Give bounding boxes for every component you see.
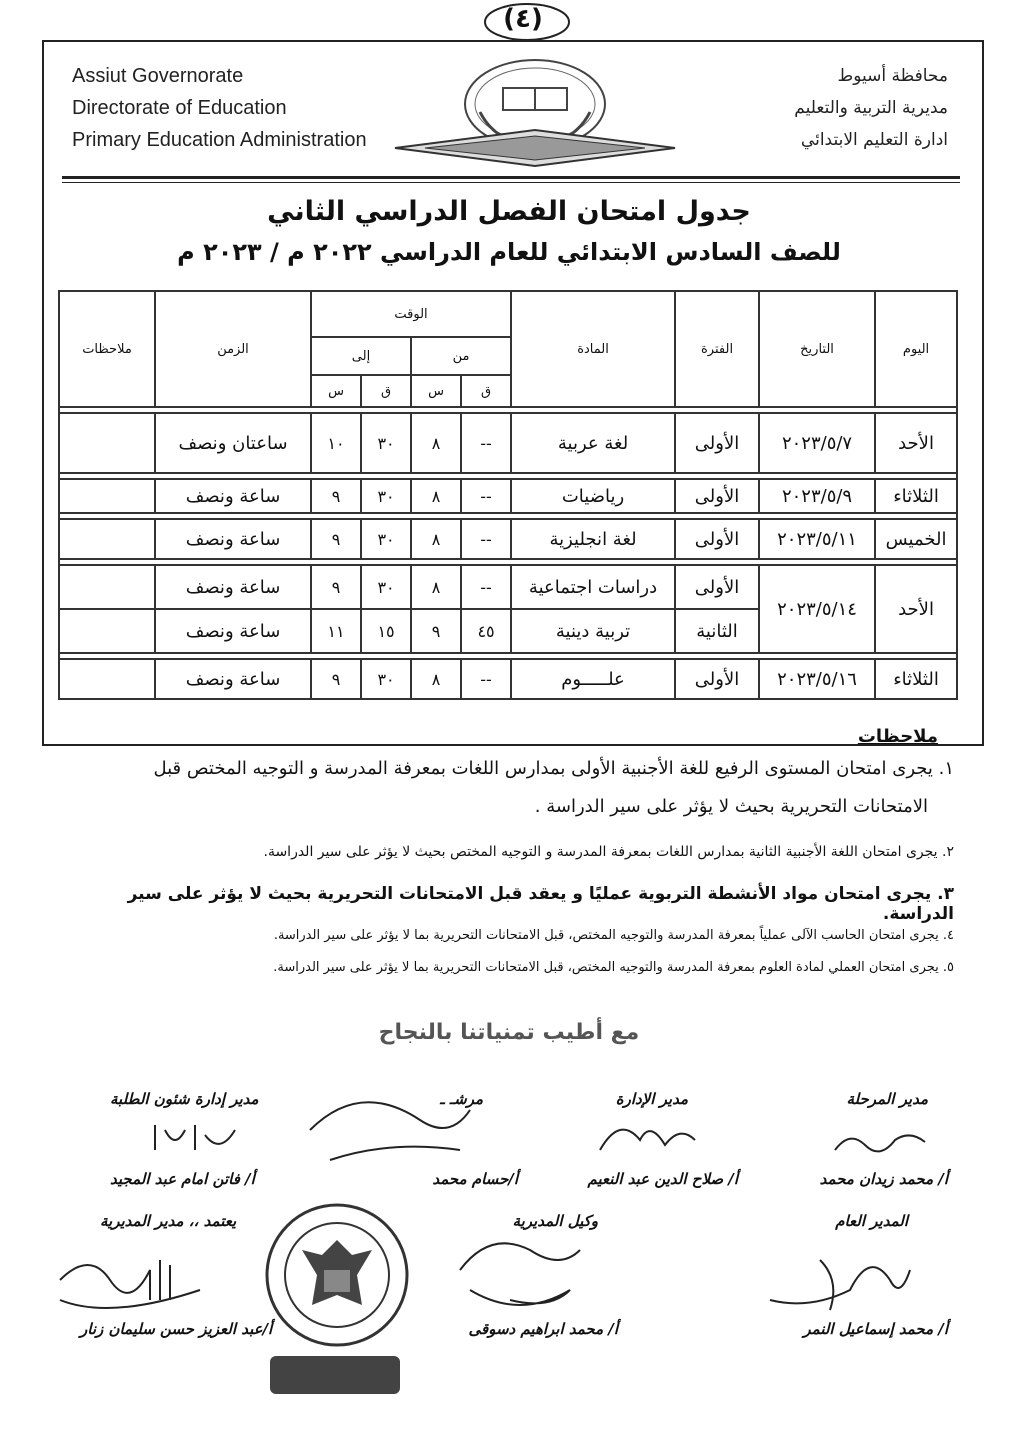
- signature-name-directorate-director: أ/عبد العزيز حسن سليمان زنار: [80, 1320, 273, 1338]
- cell-to-min: ٣٠: [361, 413, 411, 473]
- cell-date: ٢٠٢٣/٥/١٤: [759, 565, 875, 653]
- table-row: [59, 659, 957, 699]
- cell-duration: ساعة ونصف: [155, 609, 311, 653]
- cell-notes: [59, 659, 155, 699]
- cell-date: ٢٠٢٣/٥/٧: [759, 413, 875, 473]
- header-from-hour: س: [411, 375, 461, 407]
- header-divider-thick: [62, 176, 960, 179]
- header-from: من: [411, 337, 511, 375]
- page-number-ellipse: [482, 0, 572, 44]
- header-from-min: ق: [461, 375, 511, 407]
- cell-period: الأولى: [675, 413, 759, 473]
- cell-notes: [59, 479, 155, 513]
- cell-from-min: --: [461, 565, 511, 609]
- note-item-2: ٢. يجرى امتحان اللغة الأجنبية الثانية بمدارس اللغات بمعرفة المدرسة و التوجيه المختص بحيث لا يؤثر على سير الدراسة.: [263, 844, 954, 860]
- signature-name-director-general: أ/ محمد إسماعيل النمر: [803, 1320, 948, 1338]
- cell-to-hour: ١٠: [311, 413, 361, 473]
- note-item-1: ١. يجرى امتحان المستوى الرفيع للغة الأجنبية الأولى بمدارس اللغات بمعرفة المدرسة و التوجيه المختص قبل: [153, 758, 954, 779]
- cell-to-min: ١٥: [361, 609, 411, 653]
- note-item-1-continued: الامتحانات التحريرية بحيث لا يؤثر على سير الدراسة .: [534, 796, 928, 817]
- cell-date: ٢٠٢٣/٥/١١: [759, 519, 875, 559]
- cell-from-min: --: [461, 659, 511, 699]
- cell-to-hour: ١١: [311, 609, 361, 653]
- cell-from-hour: ٨: [411, 413, 461, 473]
- cell-from-hour: ٨: [411, 519, 461, 559]
- cell-duration: ساعة ونصف: [155, 565, 311, 609]
- handwritten-signature-3: [300, 1090, 480, 1170]
- cell-to-hour: ٩: [311, 479, 361, 513]
- cell-to-min: ٣٠: [361, 479, 411, 513]
- header-duration: الزمن: [155, 291, 311, 407]
- header-to: إلى: [311, 337, 411, 375]
- header-time: الوقت: [311, 291, 511, 337]
- cell-day: الأحد: [875, 413, 957, 473]
- header-subject: المادة: [511, 291, 675, 407]
- table-row: [59, 479, 957, 513]
- cell-from-min: ٤٥: [461, 609, 511, 653]
- header-notes: ملاحظات: [59, 291, 155, 407]
- cell-subject: لغة انجليزية: [511, 519, 675, 559]
- header-ar-line-3: ادارة التعليم الابتدائي: [800, 130, 948, 150]
- cell-period: الأولى: [675, 659, 759, 699]
- header-divider-thin: [62, 182, 960, 183]
- cell-day: الخميس: [875, 519, 957, 559]
- cell-subject: رياضيات: [511, 479, 675, 513]
- handwritten-signature-7: [50, 1240, 210, 1320]
- table-row: [59, 519, 957, 559]
- page-number: (٤): [503, 4, 543, 34]
- cell-duration: ساعة ونصف: [155, 659, 311, 699]
- table-row: [59, 413, 957, 473]
- cell-from-min: --: [461, 479, 511, 513]
- best-wishes: مع أطيب تمنياتنا بالنجاح: [378, 1020, 640, 1045]
- cell-subject: لغة عربية: [511, 413, 675, 473]
- cell-to-hour: ٩: [311, 565, 361, 609]
- cell-duration: ساعة ونصف: [155, 479, 311, 513]
- signature-title-director-general: المدير العام: [835, 1212, 908, 1230]
- handwritten-signature-6: [450, 1230, 590, 1320]
- cell-notes: [59, 413, 155, 473]
- cell-to-min: ٣٠: [361, 659, 411, 699]
- cell-day: الثلاثاء: [875, 479, 957, 513]
- header-period: الفترة: [675, 291, 759, 407]
- cell-day: الثلاثاء: [875, 659, 957, 699]
- cell-period: الثانية: [675, 609, 759, 653]
- table-row: [59, 565, 957, 609]
- header-ar-line-2: مديرية التربية والتعليم: [794, 98, 948, 118]
- note-item-4: ٤. يجرى امتحان الحاسب الآلى عملياً بمعرفة المدرسة والتوجيه المختص، قبل الامتحانات التحريرية بما لا يؤثر على سير الدراسة.: [273, 928, 954, 943]
- note-item-3: ٣. يجرى امتحان مواد الأنشطة التربوية عمليًا و يعقد قبل الامتحانات التحريرية بحيث لا يؤثر على سير الدراسة.: [127, 884, 954, 924]
- cell-from-hour: ٨: [411, 565, 461, 609]
- header-day: اليوم: [875, 291, 957, 407]
- cell-to-min: ٣٠: [361, 565, 411, 609]
- note-item-5: ٥. يجرى امتحان العملي لمادة العلوم بمعرفة المدرسة والتوجيه المختص، قبل الامتحانات التحريرية بما لا يؤثر على سير الدراسة.: [273, 960, 954, 975]
- redaction-mark: [270, 1356, 400, 1394]
- header-arabic: [794, 60, 948, 156]
- cell-subject: دراسات اجتماعية: [511, 565, 675, 609]
- header-to-min: ق: [361, 375, 411, 407]
- cell-duration: ساعة ونصف: [155, 519, 311, 559]
- cell-from-min: --: [461, 519, 511, 559]
- signature-title-admin-director: مدير الإدارة: [615, 1090, 688, 1108]
- header-en-line-2: Directorate of Education: [72, 97, 287, 119]
- signature-title-deputy-directorate: وكيل المديرية: [512, 1212, 598, 1230]
- signature-title-directorate-director: يعتمد ،، مدير المديرية: [100, 1212, 237, 1230]
- cell-from-hour: ٩: [411, 609, 461, 653]
- signature-title-stage-director: مدير المرحلة: [846, 1090, 928, 1108]
- signature-name-student-affairs: أ/ فاتن امام عبد المجيد: [110, 1170, 255, 1188]
- notes-title: ملاحظات: [857, 726, 938, 747]
- cell-to-min: ٣٠: [361, 519, 411, 559]
- schedule-subtitle: للصف السادس الابتدائي للعام الدراسي ٢٠٢٢ م / ٢٠٢٣ م: [177, 238, 841, 266]
- cell-to-hour: ٩: [311, 519, 361, 559]
- cell-to-hour: ٩: [311, 659, 361, 699]
- cell-notes: [59, 609, 155, 653]
- exam-schedule-table: [58, 290, 958, 700]
- header-en-line-1: Assiut Governorate: [72, 65, 244, 87]
- cell-subject: تربية دينية: [511, 609, 675, 653]
- cell-period: الأولى: [675, 479, 759, 513]
- cell-notes: [59, 565, 155, 609]
- cell-subject: علـــــوم: [511, 659, 675, 699]
- cell-notes: [59, 519, 155, 559]
- cell-period: الأولى: [675, 519, 759, 559]
- education-logo-emblem: [385, 52, 685, 172]
- cell-duration: ساعتان ونصف: [155, 413, 311, 473]
- signature-name-supervisor: أ/حسام محمد: [432, 1170, 518, 1188]
- signature-title-supervisor: مرشـ ـ: [440, 1090, 483, 1108]
- cell-from-min: --: [461, 413, 511, 473]
- signature-name-deputy-directorate: أ/ محمد ابراهيم دسوقى: [468, 1320, 618, 1338]
- cell-period: الأولى: [675, 565, 759, 609]
- header-date: التاريخ: [759, 291, 875, 407]
- header-english: [72, 60, 367, 156]
- handwritten-signature-5: [760, 1240, 920, 1320]
- official-eagle-stamp: [262, 1200, 412, 1350]
- schedule-title: جدول امتحان الفصل الدراسي الثاني: [267, 196, 751, 227]
- signature-name-admin-director: أ/ صلاح الدين عبد النعيم: [587, 1170, 738, 1188]
- signature-title-student-affairs: مدير إدارة شئون الطلبة: [110, 1090, 259, 1108]
- cell-day: الأحد: [875, 565, 957, 653]
- cell-from-hour: ٨: [411, 659, 461, 699]
- header-to-hour: س: [311, 375, 361, 407]
- header-en-line-3: Primary Education Administration: [72, 129, 367, 151]
- signature-name-stage-director: أ/ محمد زيدان محمد: [819, 1170, 948, 1188]
- cell-date: ٢٠٢٣/٥/٩: [759, 479, 875, 513]
- handwritten-signature-4: [150, 1115, 240, 1155]
- header-ar-line-1: محافظة أسيوط: [837, 66, 948, 86]
- cell-date: ٢٠٢٣/٥/١٦: [759, 659, 875, 699]
- handwritten-signature-1: [830, 1120, 930, 1160]
- handwritten-signature-2: [590, 1110, 700, 1160]
- cell-from-hour: ٨: [411, 479, 461, 513]
